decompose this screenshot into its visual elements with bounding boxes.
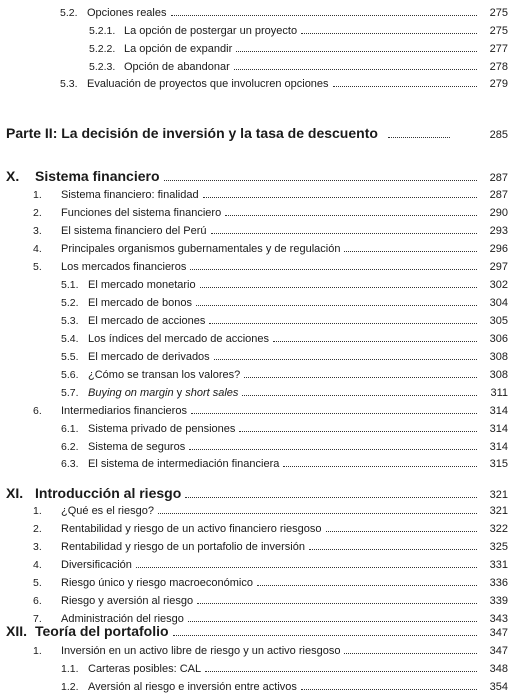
dot-leader (225, 214, 477, 216)
entry-page: 305 (489, 315, 508, 327)
entry-title: Rentabilidad y riesgo de un activo financiero riesgoso (61, 523, 322, 535)
entry-page: 325 (489, 541, 508, 553)
dot-leader (200, 286, 477, 288)
toc-entry[interactable] (0, 452, 517, 470)
dot-leader (301, 32, 477, 34)
entry-number: 1. (33, 505, 42, 517)
entry-number: 2. (33, 207, 42, 219)
dot-leader (191, 412, 477, 414)
entry-title: Funciones del sistema financiero (61, 207, 222, 219)
entry-title: Sistema de seguros (88, 441, 186, 453)
entry-page: 315 (489, 458, 508, 470)
entry-number: 5.2.3. (89, 61, 116, 73)
toc-entry[interactable] (0, 571, 517, 589)
entry-number: 3. (33, 541, 42, 553)
entry-page: 314 (489, 405, 508, 417)
dot-leader (388, 136, 450, 138)
chapter-title: Teoría del portafolio (35, 623, 169, 639)
entry-number: 5.3. (61, 315, 79, 327)
dot-leader (196, 304, 477, 306)
dot-leader (301, 688, 477, 690)
entry-number: 5.5. (61, 351, 79, 363)
dot-leader (236, 50, 477, 52)
entry-title: Rentabilidad y riesgo de un portafolio de inversión (61, 541, 305, 553)
entry-page: 277 (489, 43, 508, 55)
toc-entry[interactable] (0, 589, 517, 607)
toc-entry[interactable] (0, 535, 517, 553)
entry-title (88, 387, 240, 399)
entry-number: 6.3. (61, 458, 79, 470)
dot-leader (242, 394, 477, 396)
dot-leader (205, 670, 477, 672)
entry-title: El mercado de bonos (88, 297, 192, 309)
toc-entry[interactable] (0, 55, 517, 73)
entry-page: 293 (489, 225, 508, 237)
entry-number: 5.7. (61, 387, 79, 399)
toc-entry[interactable] (0, 255, 517, 273)
toc-entry[interactable] (0, 219, 517, 237)
dot-leader (203, 196, 477, 198)
entry-page: 348 (489, 663, 508, 675)
entry-title: El mercado de derivados (88, 351, 210, 363)
toc-entry[interactable] (0, 345, 517, 363)
toc-entry[interactable] (0, 327, 517, 345)
toc-entry[interactable] (0, 435, 517, 453)
toc-entry[interactable] (0, 399, 517, 417)
entry-title: Evaluación de proyectos que involucren opciones (87, 78, 329, 90)
entry-number: 5.3. (60, 78, 78, 90)
entry-title: El sistema de intermediación financiera (88, 458, 280, 470)
entry-page: 285 (489, 129, 508, 141)
dot-leader (344, 652, 477, 654)
dot-leader (257, 584, 477, 586)
entry-number: 5.6. (61, 369, 79, 381)
entry-title: Opción de abandonar (124, 61, 230, 73)
entry-title: Intermediarios financieros (61, 405, 187, 417)
entry-page: 304 (489, 297, 508, 309)
chapter-number: XII. (6, 623, 28, 639)
toc-entry[interactable] (0, 517, 517, 535)
entry-page: 336 (489, 577, 508, 589)
dot-leader (197, 602, 477, 604)
toc-entry[interactable] (0, 363, 517, 381)
entry-title: Diversificación (61, 559, 132, 571)
dot-leader (189, 448, 477, 450)
entry-page: 302 (489, 279, 508, 291)
toc-entry[interactable] (0, 675, 517, 693)
entry-page: 331 (489, 559, 508, 571)
entry-title: ¿Cómo se transan los valores? (88, 369, 241, 381)
entry-title: Opciones reales (87, 7, 167, 19)
toc-entry[interactable] (0, 183, 517, 201)
entry-number: 1. (33, 189, 42, 201)
dot-leader (244, 376, 477, 378)
entry-page: 296 (489, 243, 508, 255)
dot-leader (209, 322, 477, 324)
dot-leader (333, 85, 477, 87)
entry-number: 3. (33, 225, 42, 237)
entry-page: 347 (489, 627, 508, 639)
entry-title: Los mercados financieros (61, 261, 187, 273)
dot-leader (214, 358, 477, 360)
dot-leader (171, 14, 478, 16)
entry-title: La opción de postergar un proyecto (124, 25, 298, 37)
entry-title: Sistema privado de pensiones (88, 423, 236, 435)
dot-leader (283, 465, 477, 467)
entry-page: 322 (489, 523, 508, 535)
toc-entry[interactable] (0, 237, 517, 255)
entry-title: Los índices del mercado de acciones (88, 333, 269, 345)
toc-entry[interactable] (0, 37, 517, 55)
entry-number: 5.4. (61, 333, 79, 345)
entry-page: 347 (489, 645, 508, 657)
entry-number: 1. (33, 645, 42, 657)
toc-entry[interactable] (0, 273, 517, 291)
toc-entry[interactable] (0, 72, 517, 90)
toc-entry[interactable] (0, 1, 517, 19)
dot-leader (173, 634, 477, 636)
entry-title-joiner: y (173, 387, 186, 399)
entry-page: 306 (489, 333, 508, 345)
chapter-number: XI. (6, 485, 24, 501)
toc-entry[interactable] (0, 309, 517, 327)
entry-number: 6.1. (61, 423, 79, 435)
chapter-title: Introducción al riesgo (35, 485, 182, 501)
entry-number: 4. (33, 559, 42, 571)
entry-title: Carteras posibles: CAL (88, 663, 202, 675)
entry-title: Sistema financiero: finalidad (61, 189, 199, 201)
toc-entry[interactable] (0, 657, 517, 675)
dot-leader (211, 232, 477, 234)
entry-page: 343 (489, 613, 508, 625)
entry-title: Principales organismos gubernamentales y de regulación (61, 243, 341, 255)
toc-chapter-heading[interactable] (0, 164, 517, 184)
toc-entry[interactable] (0, 291, 517, 309)
entry-title: Aversión al riesgo e inversión entre activos (88, 681, 297, 693)
entry-title-italic-b: short sales (185, 387, 239, 399)
entry-title: Riesgo único y riesgo macroeconómico (61, 577, 253, 589)
toc-chapter-heading[interactable] (0, 481, 517, 501)
entry-page: 308 (489, 369, 508, 381)
entry-page: 287 (489, 189, 508, 201)
entry-page: 339 (489, 595, 508, 607)
entry-title: ¿Qué es el riesgo? (61, 505, 154, 517)
entry-number: 5.2. (61, 297, 79, 309)
entry-page: 290 (489, 207, 508, 219)
entry-page: 314 (489, 441, 508, 453)
entry-page: 308 (489, 351, 508, 363)
dot-leader (326, 530, 478, 532)
part-title: Parte II: La decisión de inversión y la tasa de descuento (6, 125, 378, 141)
dot-leader (164, 179, 478, 181)
dot-leader (185, 496, 477, 498)
entry-page: 297 (489, 261, 508, 273)
entry-title: La opción de expandir (124, 43, 233, 55)
chapter-title: Sistema financiero (35, 168, 160, 184)
toc-entry[interactable] (0, 499, 517, 517)
entry-page: 275 (489, 7, 508, 19)
dot-leader (234, 68, 477, 70)
toc-entry[interactable] (0, 553, 517, 571)
entry-number: 5.2. (60, 7, 78, 19)
dot-leader (273, 340, 477, 342)
entry-title: El mercado monetario (88, 279, 196, 291)
entry-number: 5.2.1. (89, 25, 116, 37)
entry-page: 279 (489, 78, 508, 90)
entry-number: 5.2.2. (89, 43, 116, 55)
entry-page: 321 (489, 505, 508, 517)
entry-title: El sistema financiero del Perú (61, 225, 207, 237)
entry-page: 278 (489, 61, 508, 73)
toc-entry[interactable] (0, 201, 517, 219)
entry-title: Administración del riesgo (61, 613, 184, 625)
toc-chapter-heading[interactable] (0, 619, 517, 639)
entry-page: 275 (489, 25, 508, 37)
dot-leader (158, 512, 477, 514)
entry-title: Inversión en un activo libre de riesgo y un activo riesgoso (61, 645, 341, 657)
entry-number: 1.1. (61, 663, 79, 675)
entry-title: Riesgo y aversión al riesgo (61, 595, 194, 607)
entry-number: 7. (33, 613, 42, 625)
toc-entry[interactable] (0, 417, 517, 435)
dot-leader (309, 548, 477, 550)
entry-page: 314 (489, 423, 508, 435)
entry-number: 2. (33, 523, 42, 535)
dot-leader (344, 250, 477, 252)
entry-number: 5.1. (61, 279, 79, 291)
entry-number: 6. (33, 405, 42, 417)
entry-number: 5. (33, 261, 42, 273)
entry-page: 321 (489, 489, 508, 501)
toc-entry[interactable] (0, 381, 517, 399)
entry-title: El mercado de acciones (88, 315, 206, 327)
toc-entry[interactable] (0, 19, 517, 37)
dot-leader (136, 566, 477, 568)
entry-number: 6.2. (61, 441, 79, 453)
chapter-number: X. (6, 168, 20, 184)
dot-leader (239, 430, 477, 432)
entry-page: 311 (490, 387, 508, 399)
entry-number: 4. (33, 243, 42, 255)
entry-number: 6. (33, 595, 42, 607)
dot-leader (190, 268, 477, 270)
entry-number: 1.2. (61, 681, 79, 693)
toc-entry[interactable] (0, 639, 517, 657)
entry-number: 5. (33, 577, 42, 589)
entry-title-italic-a: Buying on margin (88, 387, 174, 399)
entry-page: 354 (489, 681, 508, 693)
entry-page: 287 (489, 172, 508, 184)
toc-part-heading[interactable] (0, 121, 517, 141)
